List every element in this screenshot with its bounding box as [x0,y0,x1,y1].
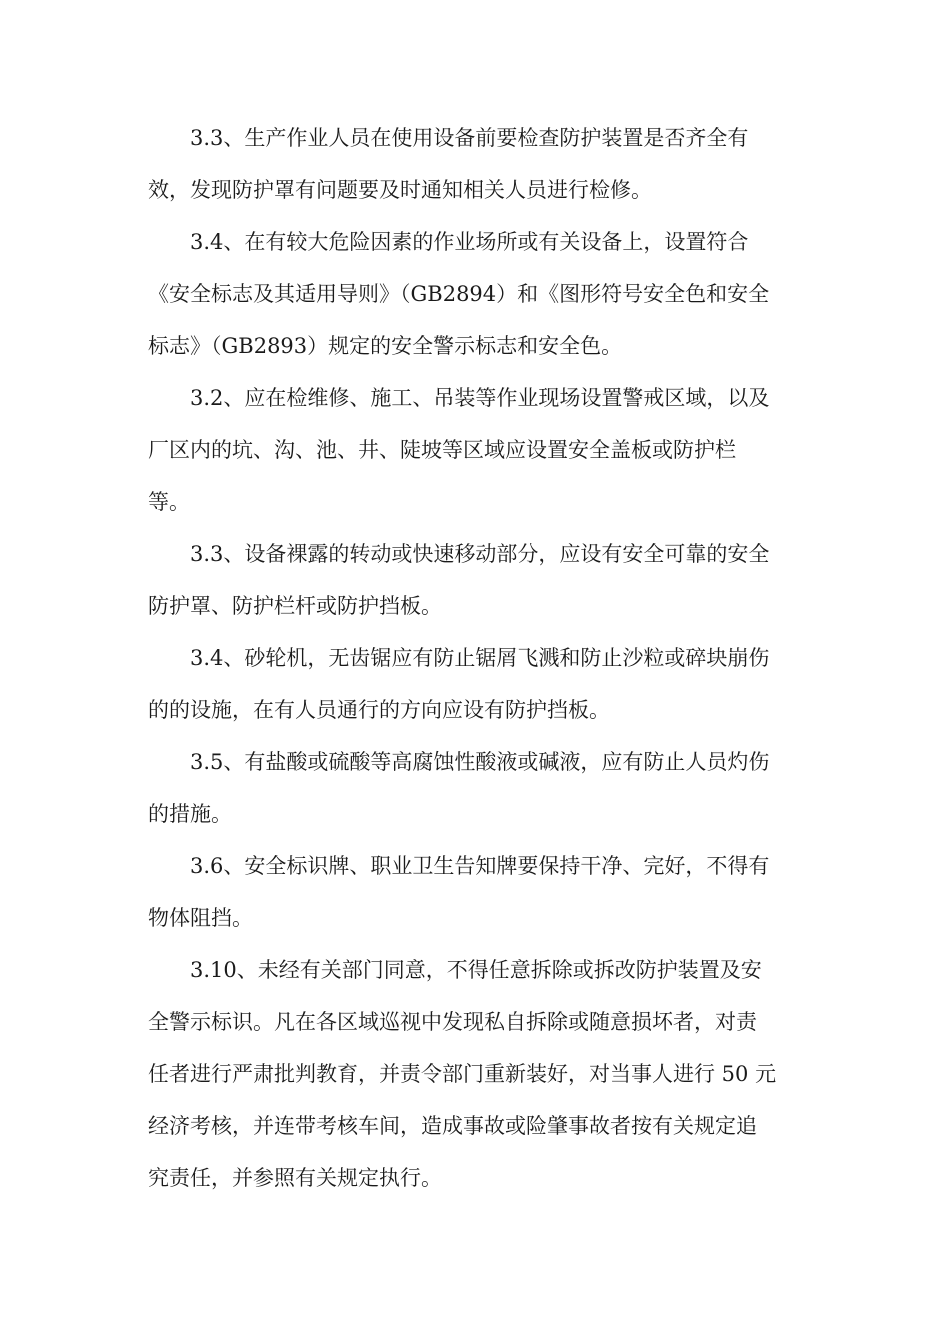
paragraph-line: 的措施。 [148,802,232,826]
paragraph-line: 厂区内的坑、沟、池、井、陡坡等区域应设置安全盖板或防护栏 [148,438,736,462]
paragraph-line: 等。 [148,490,190,514]
paragraph-line: 标志》（GB2893）规定的安全警示标志和安全色。 [148,334,623,358]
paragraph-line: 3.4、在有较大危险因素的作业场所或有关设备上，设置符合 [190,230,749,254]
paragraph-line: 3.4、砂轮机，无齿锯应有防止锯屑飞溅和防止沙粒或碎块崩伤 [190,646,770,670]
paragraph-line: 究责任，并参照有关规定执行。 [148,1166,442,1190]
paragraph-line: 3.3、生产作业人员在使用设备前要检查防护装置是否齐全有 [190,126,749,150]
paragraph-line: 效，发现防护罩有问题要及时通知相关人员进行检修。 [148,178,652,202]
paragraph-3-2-warning-zones [148,372,808,528]
paragraph-line: 经济考核，并连带考核车间，造成事故或险肇事故者按有关规定追 [148,1114,757,1138]
paragraph-line: 3.6、安全标识牌、职业卫生告知牌要保持干净、完好，不得有 [190,854,770,878]
paragraph-3-4-grinders [148,632,808,736]
paragraph-line: 防护罩、防护栏杆或防护挡板。 [148,594,442,618]
paragraph-line: 物体阻挡。 [148,906,253,930]
paragraph-3-4-safety-signs [148,216,808,372]
paragraph-3-3-equipment-check [148,112,808,216]
paragraph-line: 3.5、有盐酸或硫酸等高腐蚀性酸液或碱液，应有防止人员灼伤 [190,750,770,774]
document-body [148,112,808,1204]
paragraph-line: 任者进行严肃批判教育，并责令部门重新装好，对当事人进行 50 元 [148,1062,777,1086]
paragraph-3-3-exposed-parts [148,528,808,632]
paragraph-3-10-removal-penalty [148,944,808,1204]
paragraph-line: 3.2、应在检维修、施工、吊装等作业现场设置警戒区域，以及 [190,386,770,410]
paragraph-3-6-sign-maintenance [148,840,808,944]
paragraph-3-5-corrosive-liquids [148,736,808,840]
paragraph-line: 3.3、设备裸露的转动或快速移动部分，应设有安全可靠的安全 [190,542,770,566]
paragraph-line: 《安全标志及其适用导则》（GB2894）和《图形符号安全色和安全 [148,282,770,306]
paragraph-line: 全警示标识。凡在各区域巡视中发现私自拆除或随意损坏者，对责 [148,1010,757,1034]
paragraph-line: 3.10、未经有关部门同意，不得任意拆除或拆改防护装置及安 [190,958,762,982]
paragraph-line: 的的设施，在有人员通行的方向应设有防护挡板。 [148,698,610,722]
